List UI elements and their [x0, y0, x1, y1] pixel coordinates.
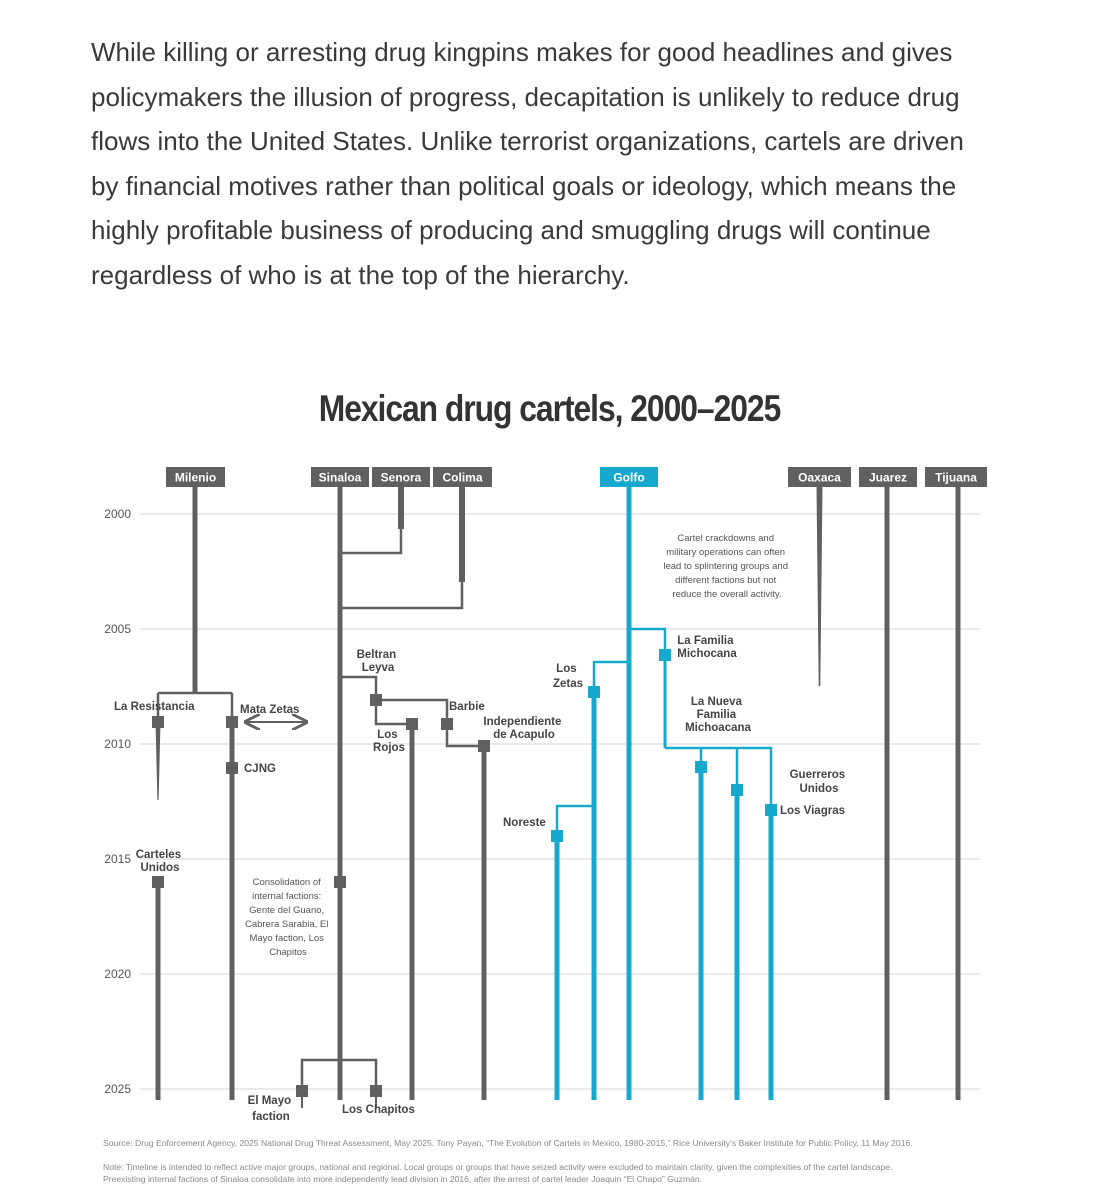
label-la-nueva-familia: [685, 696, 751, 734]
label-la-familia-michocana: [677, 635, 737, 660]
node-noreste[interactable]: [551, 830, 563, 842]
label-los-chapitos: Los Chapitos: [342, 1104, 415, 1116]
year-label-2025: 2025: [104, 1082, 131, 1096]
familia-split-connector: [665, 748, 771, 810]
chart-title: Mexican drug cartels, 2000–2025: [318, 388, 781, 429]
label-mata-zetas: Mata Zetas: [240, 704, 300, 716]
header-milenio[interactable]: [166, 467, 225, 487]
svg-text:Tijuana: Tijuana: [935, 470, 977, 485]
label-independiente-line2: de Acapulo: [493, 729, 555, 741]
label-independiente-line1: Independiente: [483, 716, 562, 728]
year-label-2010: 2010: [104, 737, 131, 751]
oaxaca-taper: [817, 487, 823, 686]
header-juarez[interactable]: [859, 467, 917, 487]
label-barbie: Barbie: [449, 701, 485, 713]
year-gridlines: [140, 514, 980, 1089]
label-beltran-leyva-line1: Beltran: [356, 649, 397, 661]
label-beltran-leyva-line2: Leyva: [361, 662, 395, 674]
la-resistancia-taper: [156, 722, 161, 800]
node-los-viagras[interactable]: [765, 804, 777, 816]
node-carteles-unidos[interactable]: [152, 876, 164, 888]
label-los-rojos-line1: Los: [377, 729, 398, 741]
label-el-mayo-faction: [248, 1095, 295, 1123]
node-la-resistancia[interactable]: [152, 716, 164, 728]
node-barbie[interactable]: [441, 718, 453, 730]
label-beltran-leyva: [357, 649, 400, 674]
year-label-2000: 2000: [104, 507, 131, 521]
svg-text:Colima: Colima: [442, 470, 483, 485]
article-paragraph: While killing or arresting drug kingpins makes for good headlines and gives policymakers the illusion of progress, decapitation is unlikely to reduce drug flows into the United States. Unlike terrorist organizations, cartels are driven by financial motives rather than political goals or ideology, which means the highly profitable business of producing and smuggling drugs will continue regardless of who is at the top of the hierarchy.: [91, 37, 964, 290]
label-guerreros-line2: Unidos: [799, 783, 839, 795]
label-la-familia-line2: Michocana: [677, 648, 737, 660]
label-guerreros-unidos: [790, 769, 849, 795]
node-guerreros-unidos[interactable]: [731, 784, 743, 796]
colima-merge-connector: [340, 582, 462, 608]
node-cjng[interactable]: [226, 762, 238, 774]
node-los-chapitos[interactable]: [370, 1085, 382, 1097]
label-carteles-unidos: [136, 849, 185, 874]
svg-text:Oaxaca: Oaxaca: [798, 470, 841, 485]
label-carteles-unidos-line1: Carteles: [135, 849, 182, 861]
svg-text:Senora: Senora: [380, 470, 422, 485]
header-sinaloa[interactable]: [311, 467, 369, 487]
label-la-resistancia: La Resistancia: [114, 701, 195, 713]
node-los-rojos[interactable]: [406, 718, 418, 730]
label-guerreros-line1: Guerreros: [789, 769, 846, 781]
year-label-2020: 2020: [104, 967, 131, 981]
senora-merge-connector: [340, 529, 401, 553]
label-los-zetas-line1: Los: [556, 663, 577, 675]
header-oaxaca[interactable]: [788, 467, 851, 487]
label-los-rojos: [373, 729, 405, 754]
header-colima[interactable]: [433, 467, 492, 487]
crackdowns-note: Cartel crackdowns and military operations can often lead to splintering groups and different factions but not reduce the overall activity.: [663, 533, 789, 600]
svg-text:Milenio: Milenio: [174, 470, 217, 485]
node-mata-zetas[interactable]: [226, 716, 238, 728]
node-beltran-leyva[interactable]: [370, 694, 382, 706]
node-sinaloa-consolidation[interactable]: [334, 876, 346, 888]
node-la-familia-michocana[interactable]: [659, 649, 671, 661]
label-cjng: CJNG: [244, 763, 276, 775]
header-golfo[interactable]: [600, 467, 658, 487]
label-carteles-unidos-line2: Unidos: [140, 862, 180, 874]
header-senora[interactable]: [372, 467, 430, 487]
node-los-zetas[interactable]: [588, 686, 600, 698]
label-nueva-familia-line3: Michoacana: [685, 722, 751, 734]
label-nueva-familia-line1: La Nueva: [690, 696, 742, 708]
label-la-familia-line1: La Familia: [677, 635, 734, 647]
label-el-mayo-line2: faction: [252, 1111, 290, 1123]
annotations: [245, 533, 791, 958]
label-nueva-familia-line2: Familia: [696, 709, 737, 721]
node-independiente-acapulco[interactable]: [478, 740, 490, 752]
footer-note-line2: Preexisting internal factions of Sinaloa consolidate into more independently lead division in 2016, after the arrest of cartel leader Joaquin “El Chapo” Guzmán.: [103, 1174, 703, 1184]
header-tijuana[interactable]: [925, 467, 987, 487]
footer-note-line1: Note: Timeline is intended to reflect active major groups, national and regional. Local groups or groups that have seized activity were excluded to maintain clarity, given the complexities of the cartel landscape.: [103, 1162, 893, 1172]
svg-text:Sinaloa: Sinaloa: [318, 470, 362, 485]
founding-group-headers: [166, 467, 987, 487]
source-note: Source: Drug Enforcement Agency, 2025 National Drug Threat Assessment, May 2025. Tony Payan, “The Evolution of Cartels in Mexico, 1980-2015,” Rice University’s Baker Institute for Public Policy, 11 May 2016.: [103, 1138, 913, 1148]
label-los-viagras: Los Viagras: [780, 805, 845, 817]
label-el-mayo-line1: El Mayo: [247, 1095, 292, 1107]
year-label-2015: 2015: [104, 852, 131, 866]
svg-text:Golfo: Golfo: [613, 470, 645, 485]
label-los-zetas-line2: Zetas: [552, 678, 584, 690]
label-los-rojos-line2: Rojos: [373, 742, 405, 754]
label-noreste: Noreste: [503, 817, 546, 829]
node-el-mayo-faction[interactable]: [296, 1085, 308, 1097]
label-los-zetas: [553, 663, 583, 690]
year-label-2005: 2005: [104, 622, 131, 636]
svg-text:Juarez: Juarez: [868, 470, 908, 485]
consolidation-note: Consolidation of internal factions: Gente del Guano, Cabrera Sarabia, El Mayo faction, Los Chapitos: [244, 877, 329, 958]
year-labels: [104, 507, 131, 1096]
node-la-nueva-familia[interactable]: [695, 761, 707, 773]
label-independiente-acapulco: [483, 716, 564, 741]
